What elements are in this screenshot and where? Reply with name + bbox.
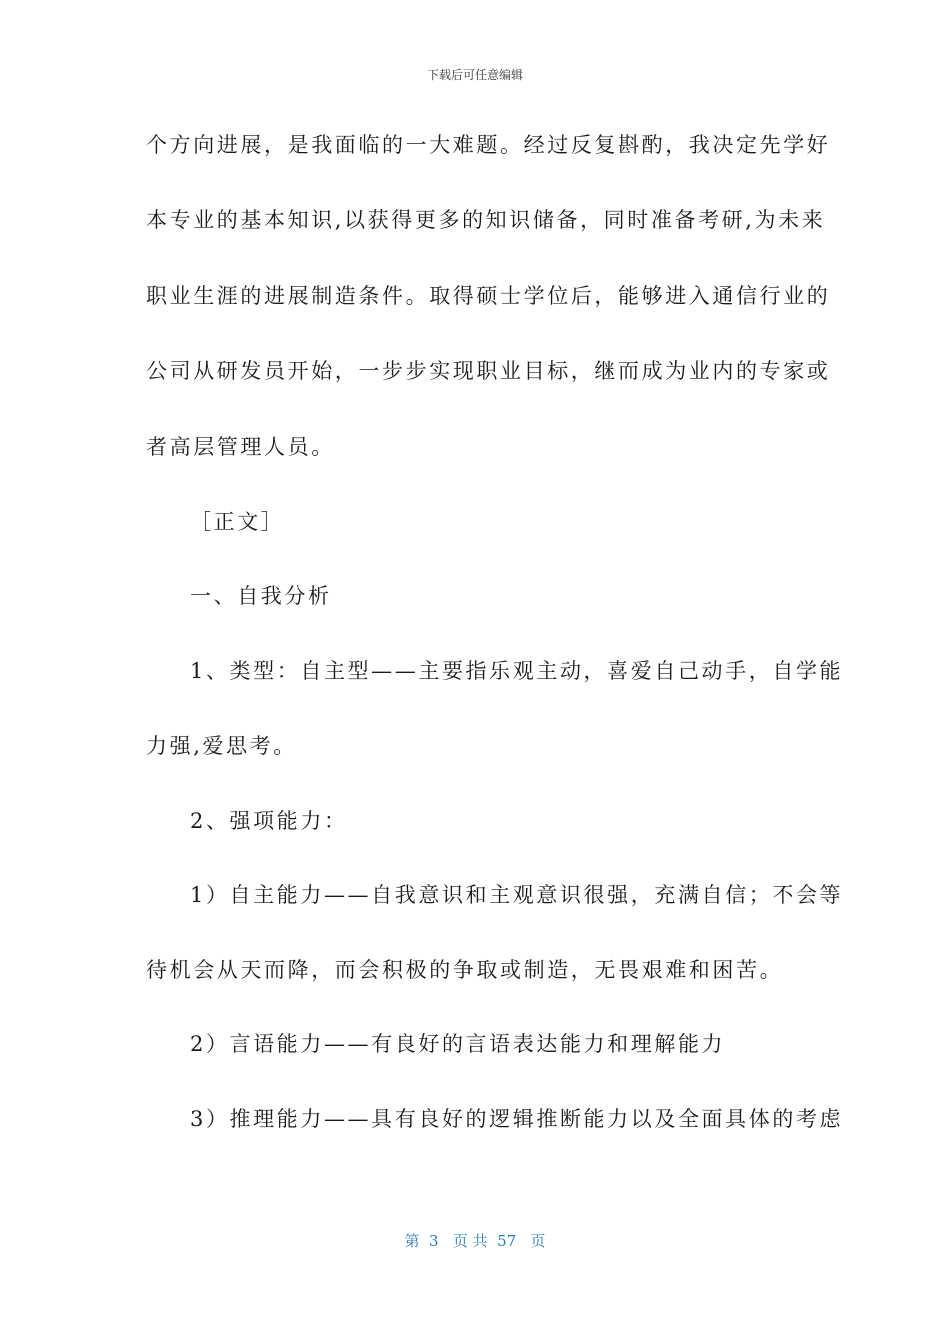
list-item-strengths: 2、强项能力： — [190, 809, 348, 833]
list-item-type-cont: 力强,爱思考。 — [146, 734, 297, 758]
paragraph-line-1: 个方向进展，是我面临的一大难题。经过反复斟酌，我决定先学好 — [146, 133, 831, 157]
paragraph-line-3: 职业生涯的进展制造条件。取得硕士学位后，能够进入通信行业的 — [146, 284, 831, 308]
header-note: 下载后可任意编辑 — [426, 68, 523, 82]
list-item-type: 1、类型：自主型——主要指乐观主动，喜爱自己动手，自学能 — [190, 659, 844, 683]
list-item-autonomy-cont: 待机会从天而降，而会积极的争取或制造，无畏艰难和困苦。 — [146, 958, 784, 982]
paragraph-line-2: 本专业的基本知识,以获得更多的知识储备，同时准备考研,为未来 — [146, 208, 826, 232]
section-heading: 一、自我分析 — [190, 584, 332, 608]
paragraph-line-5: 者高层管理人员。 — [146, 435, 335, 459]
paragraph-line-4: 公司从研发员开始，一步步实现职业目标，继而成为业内的专家或 — [146, 359, 831, 383]
section-marker: ［正文］ — [190, 510, 285, 534]
page-number: 第 3 页 共 57 页 — [404, 1232, 546, 1250]
list-item-autonomy: 1）自主能力——自我意识和主观意识很强，充满自信；不会等 — [190, 883, 844, 907]
list-item-reasoning: 3）推理能力——具有良好的逻辑推断能力以及全面具体的考虑 — [190, 1107, 844, 1131]
list-item-verbal: 2）言语能力——有良好的言语表达能力和理解能力 — [190, 1032, 726, 1056]
